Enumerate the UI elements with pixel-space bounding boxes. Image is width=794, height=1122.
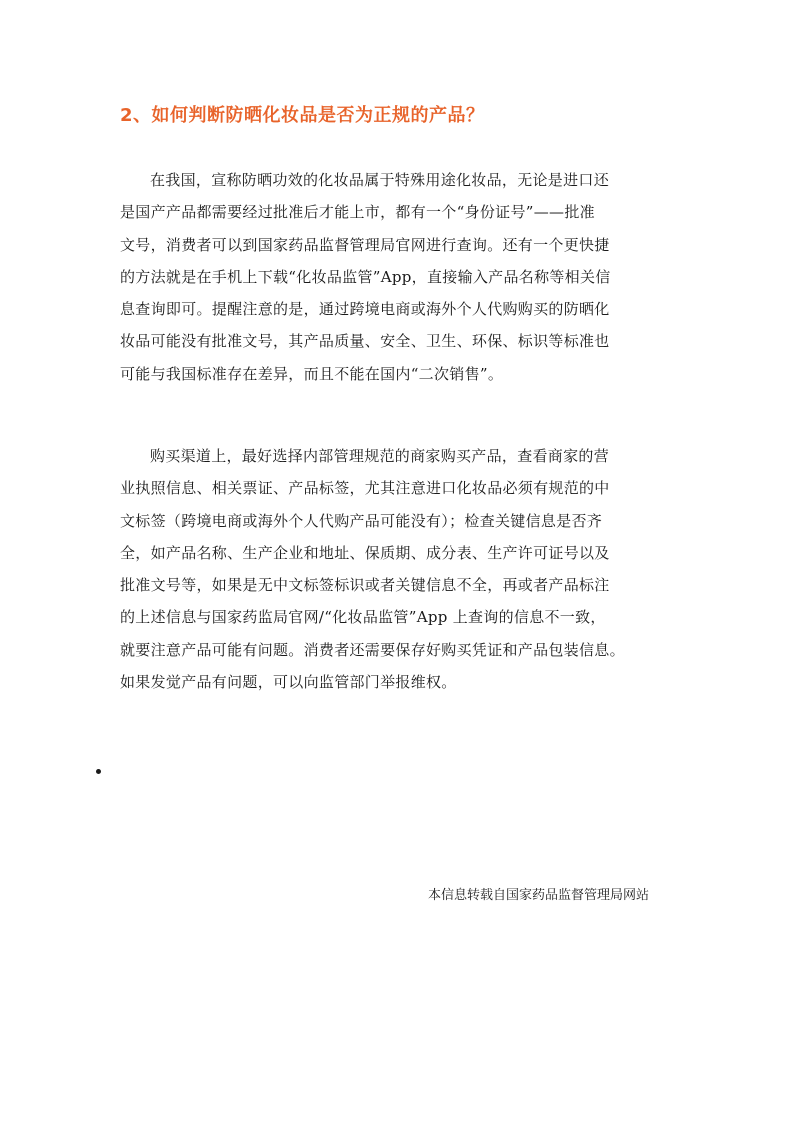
paragraph-line: 息查询即可。提醒注意的是，通过跨境电商或海外个人代购购买的防晒化	[120, 300, 610, 319]
paragraph-purchase-channel	[120, 440, 680, 698]
paragraph-line: 全，如产品名称、生产企业和地址、保质期、成分表、生产许可证号以及	[120, 543, 610, 562]
paragraph-line: 购买渠道上，最好选择内部管理规范的商家购买产品，查看商家的营	[150, 447, 610, 465]
paragraph-line: 是国产产品都需要经过批准后才能上市，都有一个“身份证号”——批准	[120, 203, 595, 222]
paragraph-line: 如果发觉产品有问题，可以向监管部门举报维权。	[120, 673, 457, 692]
paragraph-line: 妆品可能没有批准文号，其产品质量、安全、卫生、环保、标识等标准也	[120, 332, 610, 351]
paragraph-line: 文标签（跨境电商或海外个人代购产品可能没有）；检查关键信息是否齐	[120, 511, 603, 530]
paragraph-line: 的方法就是在手机上下载“化妆品监管”App，直接输入产品名称等相关信	[120, 267, 611, 286]
paragraph-line: 在我国，宣称防晒功效的化妆品属于特殊用途化妆品，无论是进口还	[150, 171, 610, 189]
section-heading: 2、如何判断防晒化妆品是否为正规的产品？	[120, 105, 485, 126]
paragraph-line: 文号，消费者可以到国家药品监督管理局官网进行查询。还有一个更快捷	[120, 235, 610, 254]
paragraph-line: 就要注意产品可能有问题。消费者还需要保存好购买凭证和产品包装信息。	[120, 640, 625, 659]
paragraph-line: 批准文号等，如果是无中文标签标识或者关键信息不全，再或者产品标注	[120, 576, 610, 595]
source-attribution: 本信息转载自国家药品监督管理局网站	[428, 888, 650, 903]
paragraph-official-approval	[120, 164, 680, 390]
bullet-dot-icon	[96, 769, 101, 774]
paragraph-line: 的上述信息与国家药监局官网/“化妆品监管”App 上查询的信息不一致，	[120, 608, 606, 627]
paragraph-line: 可能与我国标准存在差异，而且不能在国内“二次销售”。	[120, 364, 504, 383]
paragraph-line: 业执照信息、相关票证、产品标签，尤其注意进口化妆品必须有规范的中	[120, 479, 610, 498]
